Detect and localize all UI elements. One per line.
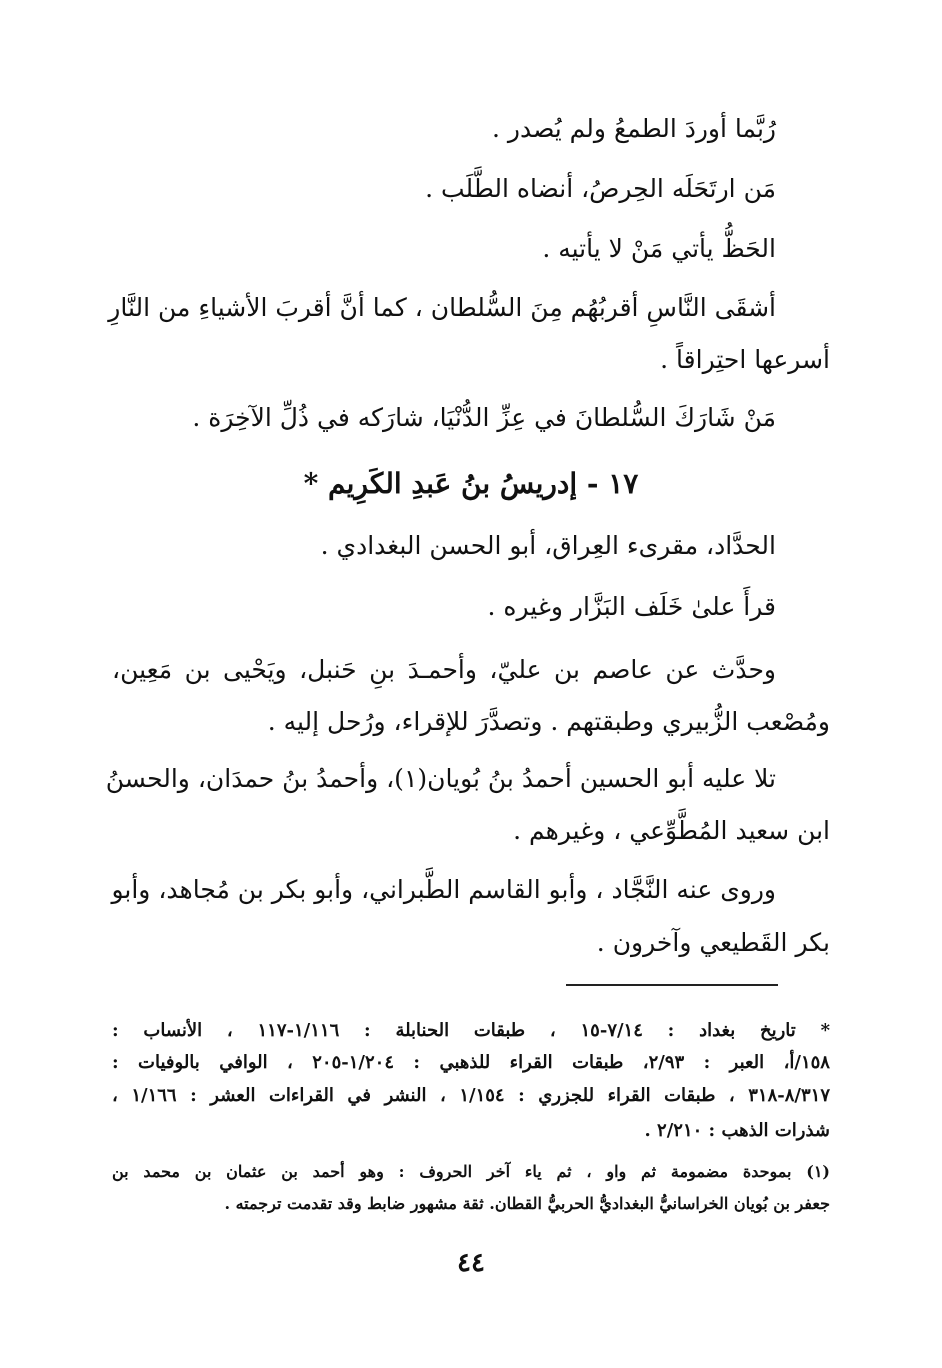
entry-line-3: وحدَّث عن عاصم بن عليّ، وأحمـدَ بنِ حَنبل، ويَحْيى بن مَعِين، xyxy=(112,655,776,684)
footnote-sources-line-2: ١٥٨/أ، العبر : ٢/٩٣، طبقات القراء للذهبي : ١/٢٠٤-٢٠٥ ، الوافي بالوفيات : xyxy=(112,1052,830,1073)
text-line-5: أسرعها احتِراقاً . xyxy=(660,345,830,374)
text-line-1: رُبَّما أوردَ الطمعُ ولم يُصدر . xyxy=(492,114,776,143)
footnote-note-line-1: (١) بموحدة مضمومة ثم واو ، ثم ياء آخر الحروف : وهو أحمد بن عثمان بن محمد بن xyxy=(112,1162,830,1181)
text-line-2: مَن ارتَحَلَه الحِرصُ، أنضاه الطَّلَب . xyxy=(425,174,776,203)
footnote-separator xyxy=(566,984,778,986)
entry-line-6: ابن سعيد المُطَّوِّعي ، وغيرهم . xyxy=(513,816,830,845)
entry-line-8: بكر القَطيعي وآخرون . xyxy=(596,928,830,957)
footnote-sources-line-4: شذرات الذهب : ٢/٢١٠ . xyxy=(644,1120,830,1141)
text-line-3: الحَظُّ يأتي مَنْ لا يأتيه . xyxy=(542,234,776,263)
footnote-sources-line-3: ٨/٣١٧-٣١٨ ، طبقات القراء للجزري : ١/١٥٤ ، النشر في القراءات العشر : ١/١٦٦ ، xyxy=(112,1085,831,1106)
entry-line-7: وروى عنه النَّجَّاد ، وأبو القاسم الطَّبراني، وأبو بكر بن مُجاهد، وأبو xyxy=(111,875,776,904)
entry-line-2: قرأَ علىٰ خَلَف البَزَّار وغيره . xyxy=(487,592,776,621)
biography-heading: ١٧ - إدريسُ بنُ عَبدِ الكَرِيم * xyxy=(303,467,639,500)
text-line-6: مَنْ شَارَكَ السُّلطانَ في عِزِّ الدُّنْيَا، شارَكه في ذُلِّ الآخِرَة . xyxy=(192,403,776,432)
text-line-4: أشقَى النَّاسِ أقربُهُم مِنَ السُّلطان ، كما أنَّ أقربَ الأشياءِ من النَّارِ xyxy=(108,293,776,322)
entry-line-5: تلا عليه أبو الحسين أحمدُ بنُ بُويان(١)، وأحمدُ بنُ حمدَان، والحسنُ xyxy=(105,764,776,793)
entry-line-1: الحدَّاد، مقرىء العِراق، أبو الحسن البغدادي . xyxy=(320,531,776,560)
footnote-note-line-2: جعفر بن بُويان الخراسانيُّ البغداديُّ الحربيُّ القطان. ثقة مشهور ضابط وقد تقدمت ترجمته . xyxy=(224,1194,830,1213)
footnote-sources-line-1: * تاريخ بغداد : ٧/١٤-١٥ ، طبقات الحنابلة : ١/١١٦-١١٧ ، الأنساب : xyxy=(112,1020,830,1041)
page-number: ٤٤ xyxy=(457,1248,485,1278)
entry-line-4: ومُصْعب الزُّبيري وطبقتهم . وتصدَّرَ للإقراء، ورُحل إليه . xyxy=(267,707,830,736)
